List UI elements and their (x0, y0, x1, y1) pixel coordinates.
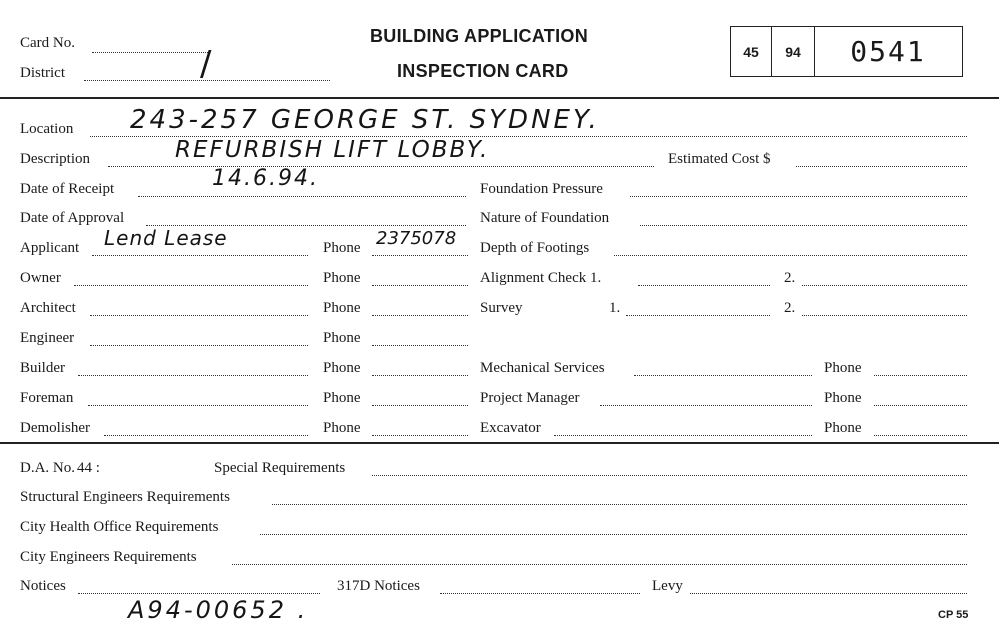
depth-of-footings-dotted-line[interactable] (614, 255, 967, 256)
city-health-dotted-line[interactable] (260, 534, 967, 535)
da-no-label: D.A. No. (20, 460, 75, 476)
excavator-dotted-line[interactable] (554, 435, 812, 436)
mechanical-phone-dotted-line[interactable] (874, 375, 967, 376)
city-health-label: City Health Office Requirements (20, 519, 219, 535)
notices-label: Notices (20, 578, 66, 594)
architect-dotted-line[interactable] (90, 315, 308, 316)
survey-1-label: 1. (609, 300, 621, 316)
mechanical-services-dotted-line[interactable] (634, 375, 812, 376)
foreman-dotted-line[interactable] (88, 405, 308, 406)
317d-notices-dotted-line[interactable] (440, 593, 640, 594)
excavator-phone-dotted-line[interactable] (874, 435, 967, 436)
engineer-dotted-line[interactable] (90, 345, 308, 346)
survey-2-dotted-line[interactable] (802, 315, 967, 316)
description-label: Description (20, 151, 90, 167)
depth-of-footings-label: Depth of Footings (480, 240, 590, 256)
da-no-value: 44 : (77, 460, 100, 476)
owner-label: Owner (20, 270, 61, 286)
excavator-label: Excavator (480, 420, 541, 436)
demolisher-phone-label: Phone (323, 420, 361, 436)
foreman-label: Foreman (20, 390, 74, 406)
foundation-pressure-dotted-line[interactable] (630, 196, 967, 197)
city-engineers-dotted-line[interactable] (232, 564, 967, 565)
form-title-line2: INSPECTION CARD (397, 61, 569, 81)
project-manager-label: Project Manager (480, 390, 580, 406)
317d-notices-label: 317D Notices (337, 578, 420, 594)
foundation-pressure-label: Foundation Pressure (480, 181, 603, 197)
handwritten-reference-number: A94-00652 . (128, 596, 309, 624)
nature-of-foundation-dotted-line[interactable] (640, 225, 967, 226)
foreman-phone-label: Phone (323, 390, 361, 406)
body-divider (0, 442, 999, 444)
date-of-receipt-handwritten-value: 14.6.94. (212, 166, 319, 191)
demolisher-phone-dotted-line[interactable] (372, 435, 468, 436)
location-handwritten-value: 243-257 GEORGE ST. SYDNEY. (130, 105, 600, 135)
applicant-phone-handwritten-value: 2375078 (376, 228, 457, 249)
date-of-receipt-label: Date of Receipt (20, 181, 115, 197)
alignment-check-2-dotted-line[interactable] (802, 285, 967, 286)
description-dotted-line[interactable] (108, 166, 654, 167)
estimated-cost-dotted-line[interactable] (796, 166, 967, 167)
nature-of-foundation-label: Nature of Foundation (480, 210, 610, 226)
form-code: CP 55 (938, 609, 969, 621)
mechanical-services-label: Mechanical Services (480, 360, 605, 376)
structural-engineers-label: Structural Engineers Requirements (20, 489, 230, 505)
survey-label: Survey (480, 300, 523, 316)
applicant-label: Applicant (20, 240, 80, 256)
card-number-cell-1: 45 (731, 27, 772, 76)
district-handwritten-value: / (200, 44, 214, 84)
card-number-value: 0541 (850, 35, 926, 68)
owner-phone-label: Phone (323, 270, 361, 286)
demolisher-dotted-line[interactable] (104, 435, 308, 436)
applicant-phone-label: Phone (323, 240, 361, 256)
district-label: District (20, 65, 65, 81)
project-manager-phone-dotted-line[interactable] (874, 405, 967, 406)
card-number-cell-2: 94 (772, 27, 815, 76)
date-of-approval-label: Date of Approval (20, 210, 125, 226)
special-requirements-dotted-line[interactable] (372, 475, 967, 476)
city-engineers-label: City Engineers Requirements (20, 549, 197, 565)
special-requirements-label: Special Requirements (214, 460, 346, 476)
project-manager-dotted-line[interactable] (600, 405, 812, 406)
owner-dotted-line[interactable] (74, 285, 308, 286)
builder-dotted-line[interactable] (78, 375, 308, 376)
builder-phone-label: Phone (323, 360, 361, 376)
survey-1-dotted-line[interactable] (626, 315, 770, 316)
applicant-handwritten-value: Lend Lease (104, 226, 228, 250)
notices-dotted-line[interactable] (78, 593, 320, 594)
survey-2-label: 2. (784, 300, 796, 316)
location-label: Location (20, 121, 74, 137)
alignment-check-1-dotted-line[interactable] (638, 285, 770, 286)
date-of-receipt-dotted-line[interactable] (138, 196, 466, 197)
alignment-check-2-label: 2. (784, 270, 796, 286)
applicant-phone-dotted-line[interactable] (372, 255, 468, 256)
card-no-dotted-line[interactable] (92, 52, 208, 53)
excavator-phone-label: Phone (824, 420, 862, 436)
builder-phone-dotted-line[interactable] (372, 375, 468, 376)
structural-engineers-dotted-line[interactable] (272, 504, 967, 505)
foreman-phone-dotted-line[interactable] (372, 405, 468, 406)
description-handwritten-value: REFURBISH LIFT LOBBY. (175, 137, 490, 163)
levy-dotted-line[interactable] (690, 593, 967, 594)
architect-phone-dotted-line[interactable] (372, 315, 468, 316)
builder-label: Builder (20, 360, 65, 376)
header-divider (0, 97, 999, 99)
levy-label: Levy (652, 578, 683, 594)
architect-label: Architect (20, 300, 76, 316)
mechanical-phone-label: Phone (824, 360, 862, 376)
estimated-cost-label: Estimated Cost $ (668, 151, 771, 167)
alignment-check-label: Alignment Check 1. (480, 270, 602, 286)
engineer-phone-label: Phone (323, 330, 361, 346)
engineer-label: Engineer (20, 330, 75, 346)
card-number-box (730, 26, 963, 77)
owner-phone-dotted-line[interactable] (372, 285, 468, 286)
project-manager-phone-label: Phone (824, 390, 862, 406)
demolisher-label: Demolisher (20, 420, 90, 436)
architect-phone-label: Phone (323, 300, 361, 316)
engineer-phone-dotted-line[interactable] (372, 345, 468, 346)
applicant-dotted-line[interactable] (92, 255, 308, 256)
card-no-label: Card No. (20, 35, 75, 51)
form-title-line1: BUILDING APPLICATION (370, 26, 588, 46)
